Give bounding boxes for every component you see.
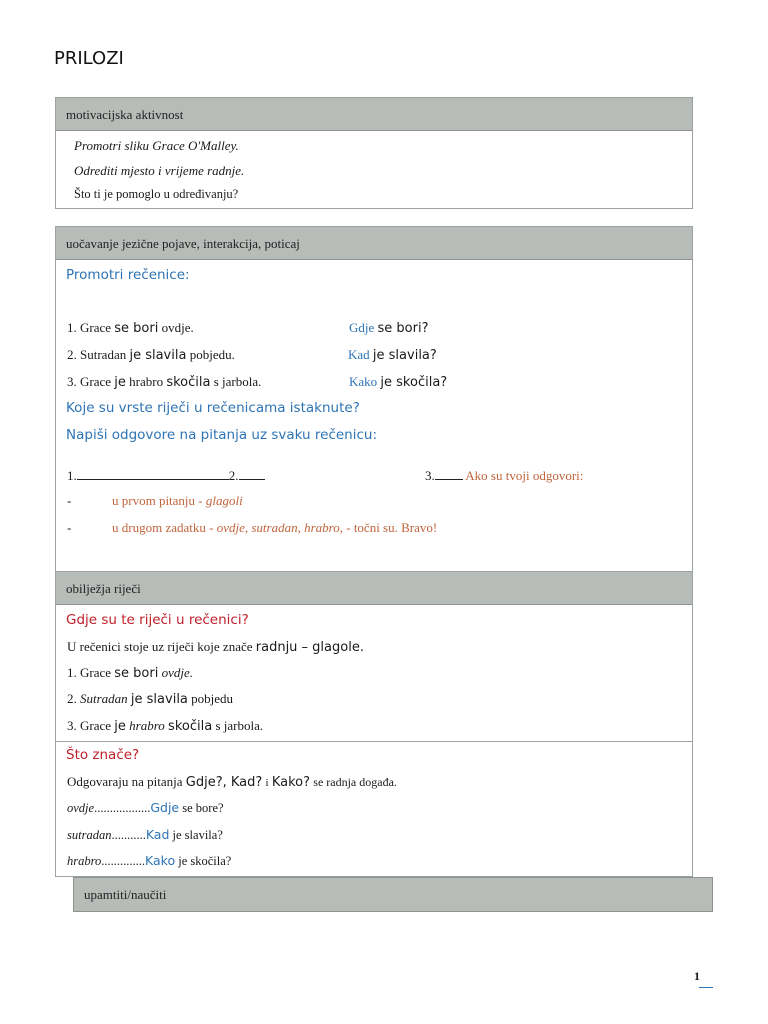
answer-blank-3[interactable] [435,467,463,480]
sentence-number: 2. [67,691,77,706]
features-sentence-3 [67,718,263,734]
observation-section [55,226,693,572]
meaning-question-word: Gdje [150,800,180,815]
sentence-verb: skočila [166,375,211,390]
sentence-word: pobjedu. [189,347,235,362]
explanation-highlight: radnju – glagole. [255,640,364,655]
sentence-verb: skočila [168,719,213,734]
bullet-answer: ovdje, sutradan, hrabro [216,520,340,535]
meaning-row-1 [67,800,224,816]
meaning-word: sutradan [67,828,112,842]
meaning-row-3 [67,853,231,869]
motivation-section [55,97,693,209]
meaning-word: hrabro [67,854,102,868]
sentence-verb-aux: je [114,375,126,390]
sentence-number: 1. [67,320,77,335]
bullet-dash-2: - [67,520,72,535]
question-rest: je slavila? [372,348,437,363]
answers-intro: Ako su tvoji odgovori: [465,468,584,483]
sentence-adverb: Sutradan [80,691,128,706]
question-word: Gdje [349,320,375,335]
features-question-2: Što znače? [66,747,140,763]
bullet-end: , - točni su. Bravo! [339,520,438,535]
features-meaning-intro [67,774,397,790]
observation-header: uočavanje jezične pojave, interakcija, poticaj [56,227,692,260]
meaning-and: i [265,777,269,789]
answer-blank-1[interactable] [77,467,229,480]
meaning-rest: se bore? [182,801,224,815]
example-sentence-2 [67,347,235,363]
remember-header: upamtiti/naučiti [74,878,712,911]
question-word: Kako [349,374,378,389]
sentence-number: 3. [67,374,77,389]
sentence-number: 3. [67,718,77,733]
sentence-word: pobjedu [191,691,234,706]
document-title: PRILOZI [54,48,124,69]
observation-prompt: Promotri rečenice: [66,267,190,283]
task-question-1: Koje su vrste riječi u rečenicama istaknute? [66,400,360,416]
meaning-row-2 [67,827,223,843]
blank-2-label: 2. [228,468,239,483]
sentence-word: s jarbola. [215,718,264,733]
example-question-2 [348,347,437,363]
sentence-adverb: ovdje. [161,665,194,680]
features-header: obilježja riječi [56,572,692,605]
features-divider [56,741,692,742]
answer-bullet-1 [112,493,243,509]
meaning-word: ovdje [67,801,95,815]
sentence-verb-aux: je [114,719,126,734]
meaning-question-how: Kako? [271,775,311,790]
features-explanation [67,639,364,655]
features-sentence-2 [67,691,233,707]
sentence-word: Grace [80,665,112,680]
sentence-adverb: Sutradan [80,347,127,362]
sentence-verb: je slavila [130,692,188,707]
features-question-1: Gdje su te riječi u rečenici? [66,612,249,628]
meaning-rest: je skočila? [178,854,232,868]
meaning-question-word: Kako [145,853,176,868]
sentence-verb: se bori [114,666,159,681]
answer-blanks-row [67,467,265,484]
example-question-3 [349,374,447,390]
page-number-underline [699,987,713,988]
answer-blank-2[interactable] [239,467,265,480]
meaning-dots: .............. [101,854,146,868]
meaning-question-word: Kad [145,827,170,842]
sentence-adverb: hrabro [129,718,165,733]
question-rest: se bori? [377,321,429,336]
sentence-verb: je slavila [129,348,187,363]
sentence-word: Grace [80,320,112,335]
meaning-end: se radnja događa. [313,775,397,789]
bullet-dash-1: - [67,493,72,508]
sentence-word: s jarbola. [213,374,262,389]
motivation-line-1: Promotri sliku Grace O'Malley. [74,138,239,153]
features-section [55,571,693,877]
blank-3-label: 3. [425,468,435,483]
features-sentence-1 [67,665,193,681]
bullet-answer: glagoli [205,493,243,508]
bullet-text: u prvom pitanju - [112,493,203,508]
meaning-dots: .................. [94,801,151,815]
sentence-word: Grace [80,718,112,733]
example-question-1 [349,320,429,336]
sentence-number: 1. [67,665,77,680]
sentence-adverb: ovdje. [161,320,194,335]
question-word: Kad [348,347,370,362]
meaning-questions: Gdje?, Kad? [185,775,263,790]
meaning-dots: ........... [111,828,146,842]
motivation-header: motivacijska aktivnost [56,98,692,131]
sentence-number: 2. [67,347,77,362]
example-sentence-3 [67,374,261,390]
question-rest: je skočila? [380,375,448,390]
sentence-adverb: hrabro [129,374,164,389]
example-sentence-1 [67,320,194,336]
answer-bullet-2 [112,520,437,536]
motivation-line-2: Odrediti mjesto i vrijeme radnje. [74,163,245,178]
blank-1-label: 1. [67,468,77,483]
remember-section [73,877,713,912]
sentence-word: Grace [80,374,112,389]
answer-blank-3-row [425,467,583,484]
meaning-rest: je slavila? [172,828,223,842]
motivation-line-3: Što ti je pomoglo u određivanju? [74,187,239,201]
explanation-text: U rečenici stoje uz riječi koje znače [67,639,253,654]
meaning-text: Odgovaraju na pitanja [67,774,183,789]
sentence-verb: se bori [114,321,159,336]
page-number: 1 [694,969,700,983]
bullet-text: u drugom zadatku - [112,520,214,535]
task-question-2: Napiši odgovore na pitanja uz svaku rečenicu: [66,427,378,443]
